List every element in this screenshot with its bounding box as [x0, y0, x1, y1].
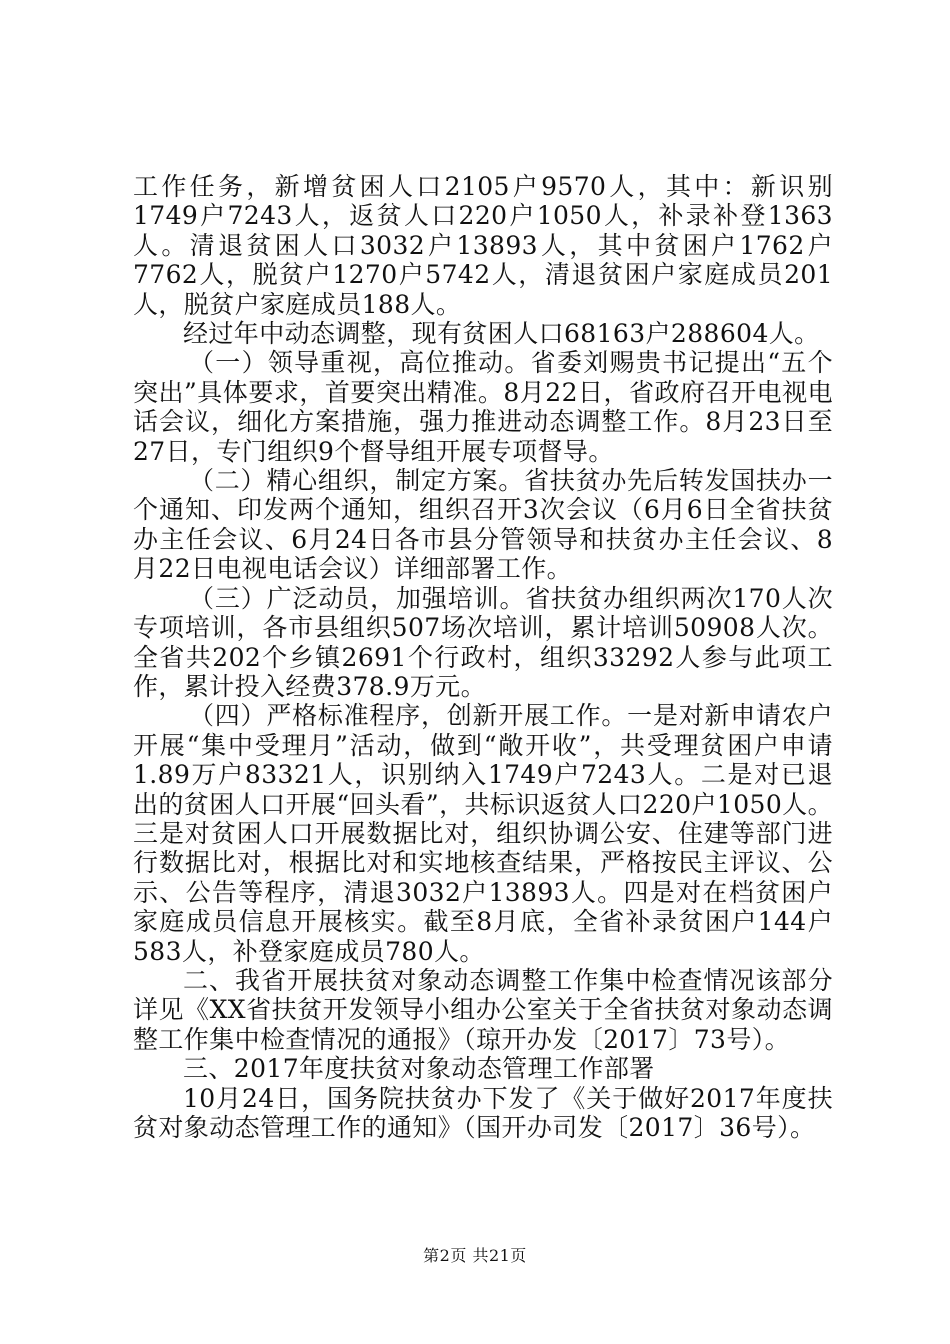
paragraph-section-4: （四）严格标准程序，创新开展工作。一是对新申请农户开展“集中受理月”活动，做到“敞开收”，共受理贫困户申请1.89万户83321人，识别纳入1749户7243人。二是对已退出的贫困人口开展“回头看”，共标识返贫人口220户1050人。三是对贫困人口开展数据比对，组织协调公安、住建等部门进行数据比对，根据比对和实地核查结果，严格按民主评议、公示、公告等程序，清退3032户13893人。四是对在档贫困户家庭成员信息开展核实。截至8月底，全省补录贫困户144户583人，补登家庭成员780人。 — [133, 701, 833, 966]
paragraph-section-1: （一）领导重视，高位推动。省委刘赐贵书记提出“五个突出”具体要求，首要突出精准。8月22日，省政府召开电视电话会议，细化方案措施，强力推进动态调整工作。8月23日至27日，专门组织9个督导组开展专项督导。 — [133, 348, 833, 466]
heading-deployment: 三、2017年度扶贫对象动态管理工作部署 — [183, 1054, 655, 1084]
paragraph-notice: 10月24日，国务院扶贫办下发了《关于做好2017年度扶贫对象动态管理工作的通知》（国开办司发〔2017〕36号）。 — [133, 1083, 833, 1142]
paragraph-section-2: （二）精心组织，制定方案。省扶贫办先后转发国扶办一个通知、印发两个通知，组织召开3次会议（6月6日全省扶贫办主任会议、6月24日各市县分管领导和扶贫办主任会议、8月22日电视电话会议）详细部署工作。 — [133, 466, 833, 584]
page-footer: 第2页 共21页 — [423, 1246, 527, 1265]
paragraph-section-3: （三）广泛动员，加强培训。省扶贫办组织两次170人次专项培训，各市县组织507场次培训，累计培训50908人次。全省共202个乡镇2691个行政村，组织33292人参与此项工作，累计投入经费378.9万元。 — [133, 583, 833, 701]
paragraph-poverty-stats: 工作任务，新增贫困人口2105户9570人，其中：新识别1749户7243人，返贫人口220户1050人，补录补登1363人。清退贫困人口3032户13893人，其中贫困户1762户7762人，脱贫户1270户5742人，清退贫困户家庭成员201人，脱贫户家庭成员188人。 — [133, 172, 833, 319]
paragraph-current-poverty: 经过年中动态调整，现有贫困人口68163户288604人。 — [183, 319, 820, 349]
heading-inspection: 二、我省开展扶贫对象动态调整工作集中检查情况该部分详见《XX省扶贫开发领导小组办公室关于全省扶贫对象动态调整工作集中检查情况的通报》（琼开办发〔2017〕73号）。 — [133, 965, 833, 1054]
document-body — [133, 172, 833, 1142]
